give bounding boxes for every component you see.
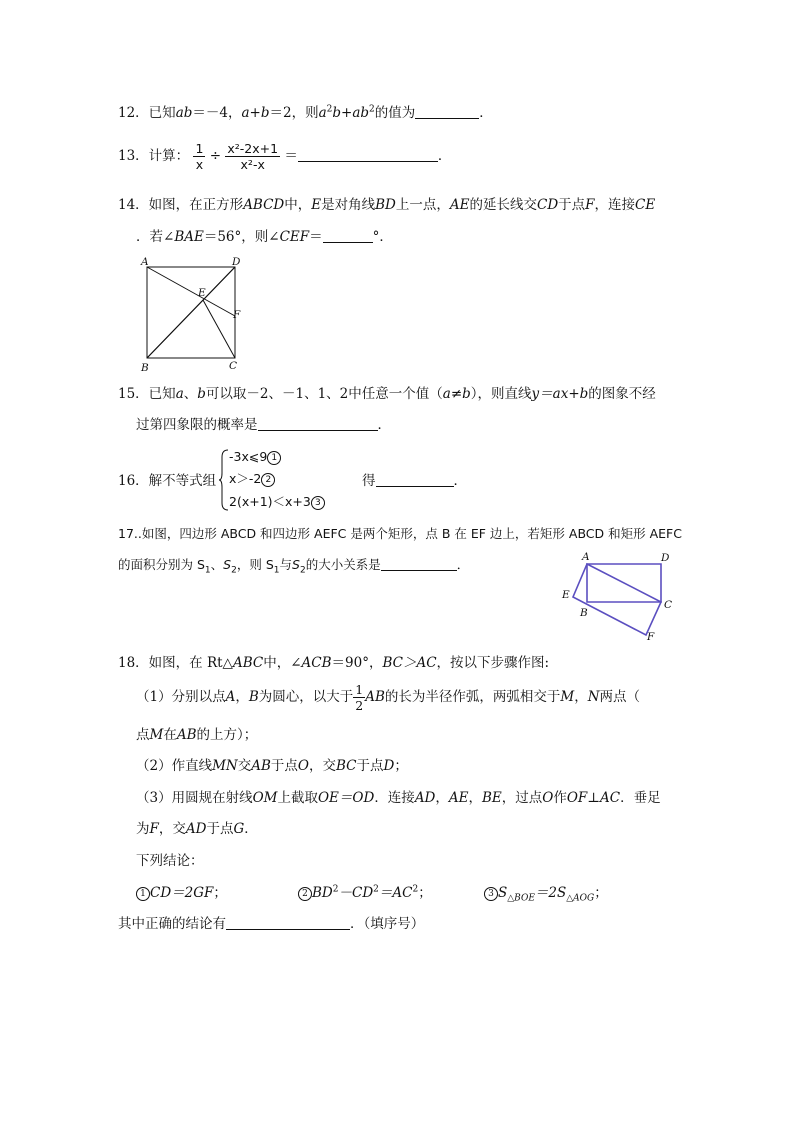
q18-conclusions-label	[136, 852, 204, 870]
q18-s1i: 的上方）；	[196, 727, 258, 743]
q18-l1a: 18．如图，在 Rt△	[118, 655, 233, 671]
q18-c2e: ；	[418, 885, 432, 901]
q18-c2sup3: 2	[412, 884, 419, 895]
q18-s3e: ，	[468, 790, 482, 806]
q17-s1b: 1	[273, 565, 280, 576]
q17-l2a: 的面积分别为 S	[118, 557, 205, 572]
q15-end: ．	[377, 417, 391, 433]
q18-s3a: （3）用圆规在射线	[136, 790, 253, 806]
q14-t3: 是对角线	[321, 197, 376, 213]
q15-answer-blank[interactable]	[258, 416, 378, 431]
q18-l1c: ＝90°，	[331, 655, 383, 671]
q15-line-1	[118, 385, 656, 403]
q17-l2e: 的大小关系是	[305, 557, 381, 572]
q14-abcd: ABCD	[243, 197, 285, 213]
q18-c3sub2: △AOG	[566, 893, 595, 904]
q14-f: F	[585, 197, 595, 213]
q18-step-1-cont	[136, 726, 257, 744]
q18-s3-AD: AD	[414, 790, 436, 806]
q15-l1c: ），则直线	[470, 386, 532, 402]
q18-c3b: ＝2S	[534, 885, 567, 901]
q15-l1d: 的图象不经	[588, 386, 656, 402]
q18-c3e: ；	[594, 885, 608, 901]
q16-prefix-line	[118, 472, 216, 490]
q15-b: b	[197, 386, 206, 402]
q18-s3-BE: BE	[482, 790, 502, 806]
q14-line-af	[147, 267, 235, 316]
q18-s1-AB2: AB	[176, 727, 197, 743]
q12-sup: 2	[326, 104, 333, 115]
q14-line-2	[136, 228, 393, 246]
q17-label-c: C	[664, 599, 673, 611]
q12-ab: ab	[175, 105, 193, 121]
q15-sep: 、	[183, 386, 198, 402]
q18-half-num: 1	[355, 682, 364, 697]
q17-end: ．	[456, 557, 470, 572]
q13-line	[118, 138, 451, 174]
q17-s2sub: 2	[231, 565, 237, 576]
q16-circle-1: 1	[267, 451, 281, 465]
q14-line-1	[118, 196, 655, 214]
q16-ineq-1	[229, 448, 281, 466]
q18-s4d: ．	[244, 821, 258, 837]
q16-circle-2: 2	[261, 473, 275, 487]
q13-end: ．	[437, 148, 452, 164]
q18-step-2	[136, 757, 408, 775]
q13-div: ÷	[209, 148, 222, 164]
q14-e: E	[311, 197, 322, 213]
q18-s3b: 上截取	[277, 790, 318, 806]
q18-s2-O: O	[297, 758, 309, 774]
q18-c2c: ＝AC	[378, 885, 413, 901]
q16-answer-blank[interactable]	[376, 472, 454, 487]
q18-abc: ABC	[232, 655, 264, 671]
q17-line-2	[118, 556, 469, 574]
q14-t6: 于点	[558, 197, 586, 213]
q17-label-d: D	[661, 552, 670, 564]
q18-s2-MN: MN	[212, 758, 238, 774]
q16-end: ．	[453, 473, 467, 489]
q18-s3c: ．连接	[374, 790, 415, 806]
q17-answer-blank[interactable]	[381, 556, 457, 571]
q14-cd: CD	[536, 197, 559, 213]
q16-brace	[219, 449, 229, 511]
q14-t4: 上一点，	[395, 197, 450, 213]
q17-s2b: S	[292, 557, 300, 572]
q14-label-d: D	[232, 256, 241, 268]
q18-answer-blank[interactable]	[226, 915, 350, 930]
q18-s2f: ；	[394, 758, 408, 774]
q18-s2a: （2）作直线	[136, 758, 213, 774]
q14-answer-blank[interactable]	[323, 228, 373, 243]
q14-bd: BD	[375, 197, 396, 213]
q18-s3h: ．垂足	[620, 790, 661, 806]
q13-f2-num: x²-2x+1	[227, 141, 279, 156]
q17-label-b: B	[580, 607, 588, 619]
q18-c3sub: △BOE	[507, 893, 535, 904]
q18-s1f: 两点（	[599, 689, 641, 705]
q18-c2sup2: 2	[373, 884, 379, 895]
q18-c1e: ；	[213, 885, 227, 901]
q17-label-a: A	[582, 551, 590, 563]
q18-circle-1: 1	[136, 887, 150, 901]
q14-l2c: ＝	[309, 229, 323, 245]
q18-l1b: 中，∠	[263, 655, 302, 671]
q18-s3-OM: OM	[252, 790, 278, 806]
q18-final: 其中正确的结论有	[118, 916, 226, 932]
q18-half-den: 2	[355, 698, 364, 713]
q18-s1e: ，	[574, 689, 588, 705]
q17-s2a: S	[223, 557, 232, 572]
q17-s2bsub: 2	[299, 565, 306, 576]
q16-ineq-2	[229, 470, 275, 488]
q18-c2b: －CD	[338, 885, 374, 901]
q12-eq2: ＝2，则	[269, 105, 319, 121]
q18-l1d: ，按以下步骤作图:	[436, 655, 550, 671]
q16-ineq1-text: -3x⩽9	[229, 449, 268, 464]
q15-a: a	[175, 386, 184, 402]
q14-label-a: A	[141, 256, 149, 268]
q16-prefix: 16．解不等式组	[118, 473, 217, 489]
q18-s4-F: F	[149, 821, 159, 837]
q17-l2b: 、	[210, 557, 224, 572]
q18-step-1	[136, 680, 640, 714]
q14-ce: CE	[635, 197, 656, 213]
q12-a: a	[318, 105, 327, 121]
q18-c3a: S	[498, 885, 508, 901]
q18-s1-B: B	[248, 689, 259, 705]
q17-s1: 1	[204, 565, 211, 576]
q18-s2c: 于点	[270, 758, 298, 774]
q18-s2e: 于点	[356, 758, 384, 774]
q17-l2c: ，则 S	[236, 557, 274, 572]
q13-f2-den: x²-x	[240, 157, 265, 172]
q18-s3-OEOD: OE＝OD	[317, 790, 375, 806]
q14-l2a: ．若∠	[136, 229, 175, 245]
q18-s1b: ，	[235, 689, 249, 705]
q14-t5: 的延长线交	[469, 197, 537, 213]
q18-s3-OFAC: OF⊥AC	[566, 790, 621, 806]
q12-answer-blank[interactable]	[415, 104, 479, 119]
q14-square-figure	[136, 255, 256, 375]
q18-s3-AE: AE	[448, 790, 469, 806]
q14-label-f: F	[233, 309, 241, 321]
q18-s1a: （1）分别以点	[136, 689, 226, 705]
q18-s4a: 为	[136, 821, 150, 837]
q14-cef: CEF	[279, 229, 310, 245]
q12-sup-b: 2	[369, 104, 375, 115]
q13-f1-num: 1	[195, 141, 204, 156]
q13-answer-blank[interactable]	[298, 147, 438, 162]
q14-t7: ，连接	[594, 197, 636, 213]
q13-fraction-1	[193, 141, 205, 172]
q18-finalend: ．（填序号）	[350, 916, 425, 932]
q12-bab: b+ab	[332, 105, 370, 121]
q14-ae: AE	[449, 197, 470, 213]
q13-eq: ＝	[284, 148, 298, 164]
q18-s1d: 的长为半径作弧，两弧相交于	[384, 689, 561, 705]
q16-ineq3-text: 2(x+1)＜x+3	[229, 494, 311, 509]
q13-fraction-2	[225, 141, 280, 172]
q18-c2a: BD	[312, 885, 333, 901]
q18-s2-AB: AB	[251, 758, 271, 774]
q12-end: ．	[479, 105, 493, 121]
q18-c1: CD＝2GF	[150, 885, 214, 901]
q17-rectangles-figure	[558, 548, 683, 643]
q16-de: 得	[362, 473, 376, 489]
q18-s1h: 在	[163, 727, 177, 743]
q13-prefix: 13．计算：	[118, 148, 190, 164]
q18-s3-O: O	[542, 790, 554, 806]
q17-label-f: F	[647, 631, 655, 643]
q12-suffix: 的值为	[374, 105, 416, 121]
q14-label-c: C	[229, 360, 238, 372]
q14-line-ce	[203, 300, 235, 358]
q14-label-b: B	[141, 362, 149, 374]
q17-l2d: 与	[279, 557, 293, 572]
q18-line-1	[118, 654, 549, 672]
q18-s1-M2: M	[149, 727, 164, 743]
q18-s2-BC: BC	[335, 758, 357, 774]
q17-label-e: E	[562, 589, 570, 601]
q16-result-line	[362, 472, 467, 490]
q18-step-3-cont	[136, 820, 258, 838]
q12-apb: a+b	[241, 105, 270, 121]
q14-l2d: °．	[372, 229, 393, 245]
q16-circle-3: 3	[311, 496, 325, 510]
q17-l1: 17..如图，四边形 ABCD 和四边形 AEFC 是两个矩形，点 B 在 EF 边上，若矩形 ABCD 和矩形 AEFC	[118, 526, 682, 541]
q13-f1-den: x	[195, 157, 204, 172]
q15-l1b: 可以取－2、－1、1、2中任意一个值（	[205, 386, 443, 402]
q18-s1-M: M	[560, 689, 575, 705]
q18-s1c: 为圆心，以大于	[258, 689, 354, 705]
q18-conc: 下列结论：	[136, 853, 204, 869]
q18-s4b: ，交	[158, 821, 186, 837]
q16-ineq2-text: x＞-2	[229, 471, 262, 486]
q14-diagonal-bd-2	[147, 267, 235, 358]
q18-step-3	[136, 789, 661, 807]
q18-s3f: ，过点	[501, 790, 543, 806]
q18-s2-D: D	[383, 758, 395, 774]
q12-prefix: 12．已知	[118, 105, 176, 121]
q18-circle-2: 2	[298, 887, 312, 901]
q16-ineq-3	[229, 493, 325, 511]
q18-s4-AD: AD	[185, 821, 207, 837]
q14-t1: 14．如图，在正方形	[118, 197, 244, 213]
q18-c2sup: 2	[332, 884, 339, 895]
q18-conclusion-2	[298, 884, 432, 902]
q18-s4c: 于点	[206, 821, 234, 837]
q12-eq1: ＝－4，	[192, 105, 242, 121]
q18-s2d: ，交	[308, 758, 336, 774]
q18-circle-3: 3	[484, 887, 498, 901]
q14-bae: BAE	[174, 229, 204, 245]
q18-s2b: 交	[237, 758, 252, 774]
q18-s1-N: N	[587, 689, 600, 705]
q17-line-1	[118, 525, 682, 543]
q14-label-e: E	[198, 287, 206, 299]
q14-l2b: ＝56°，则∠	[203, 229, 280, 245]
q15-l1a: 15．已知	[118, 386, 176, 402]
q18-s1g: 点	[136, 727, 150, 743]
q18-conclusion-3	[484, 884, 608, 902]
q18-half-fraction	[353, 682, 365, 713]
q18-final-line	[118, 915, 424, 933]
q18-s3g: 作	[553, 790, 567, 806]
q18-s3d: ，	[435, 790, 449, 806]
q18-acb: ACB	[301, 655, 332, 671]
q12-line	[118, 104, 493, 122]
q18-conclusion-1	[136, 884, 227, 902]
q15-line-2	[136, 416, 391, 434]
q18-s4-G: G	[233, 821, 245, 837]
q18-bcac: BC＞AC	[382, 655, 437, 671]
q15-l2: 过第四象限的概率是	[136, 417, 258, 433]
q18-s1-AB: AB	[365, 689, 385, 705]
q15-yaxb: y＝ax+b	[531, 386, 589, 402]
q15-aneb: a≠b	[442, 386, 471, 402]
q14-t2: 中，	[284, 197, 312, 213]
q18-s1-A: A	[225, 689, 236, 705]
